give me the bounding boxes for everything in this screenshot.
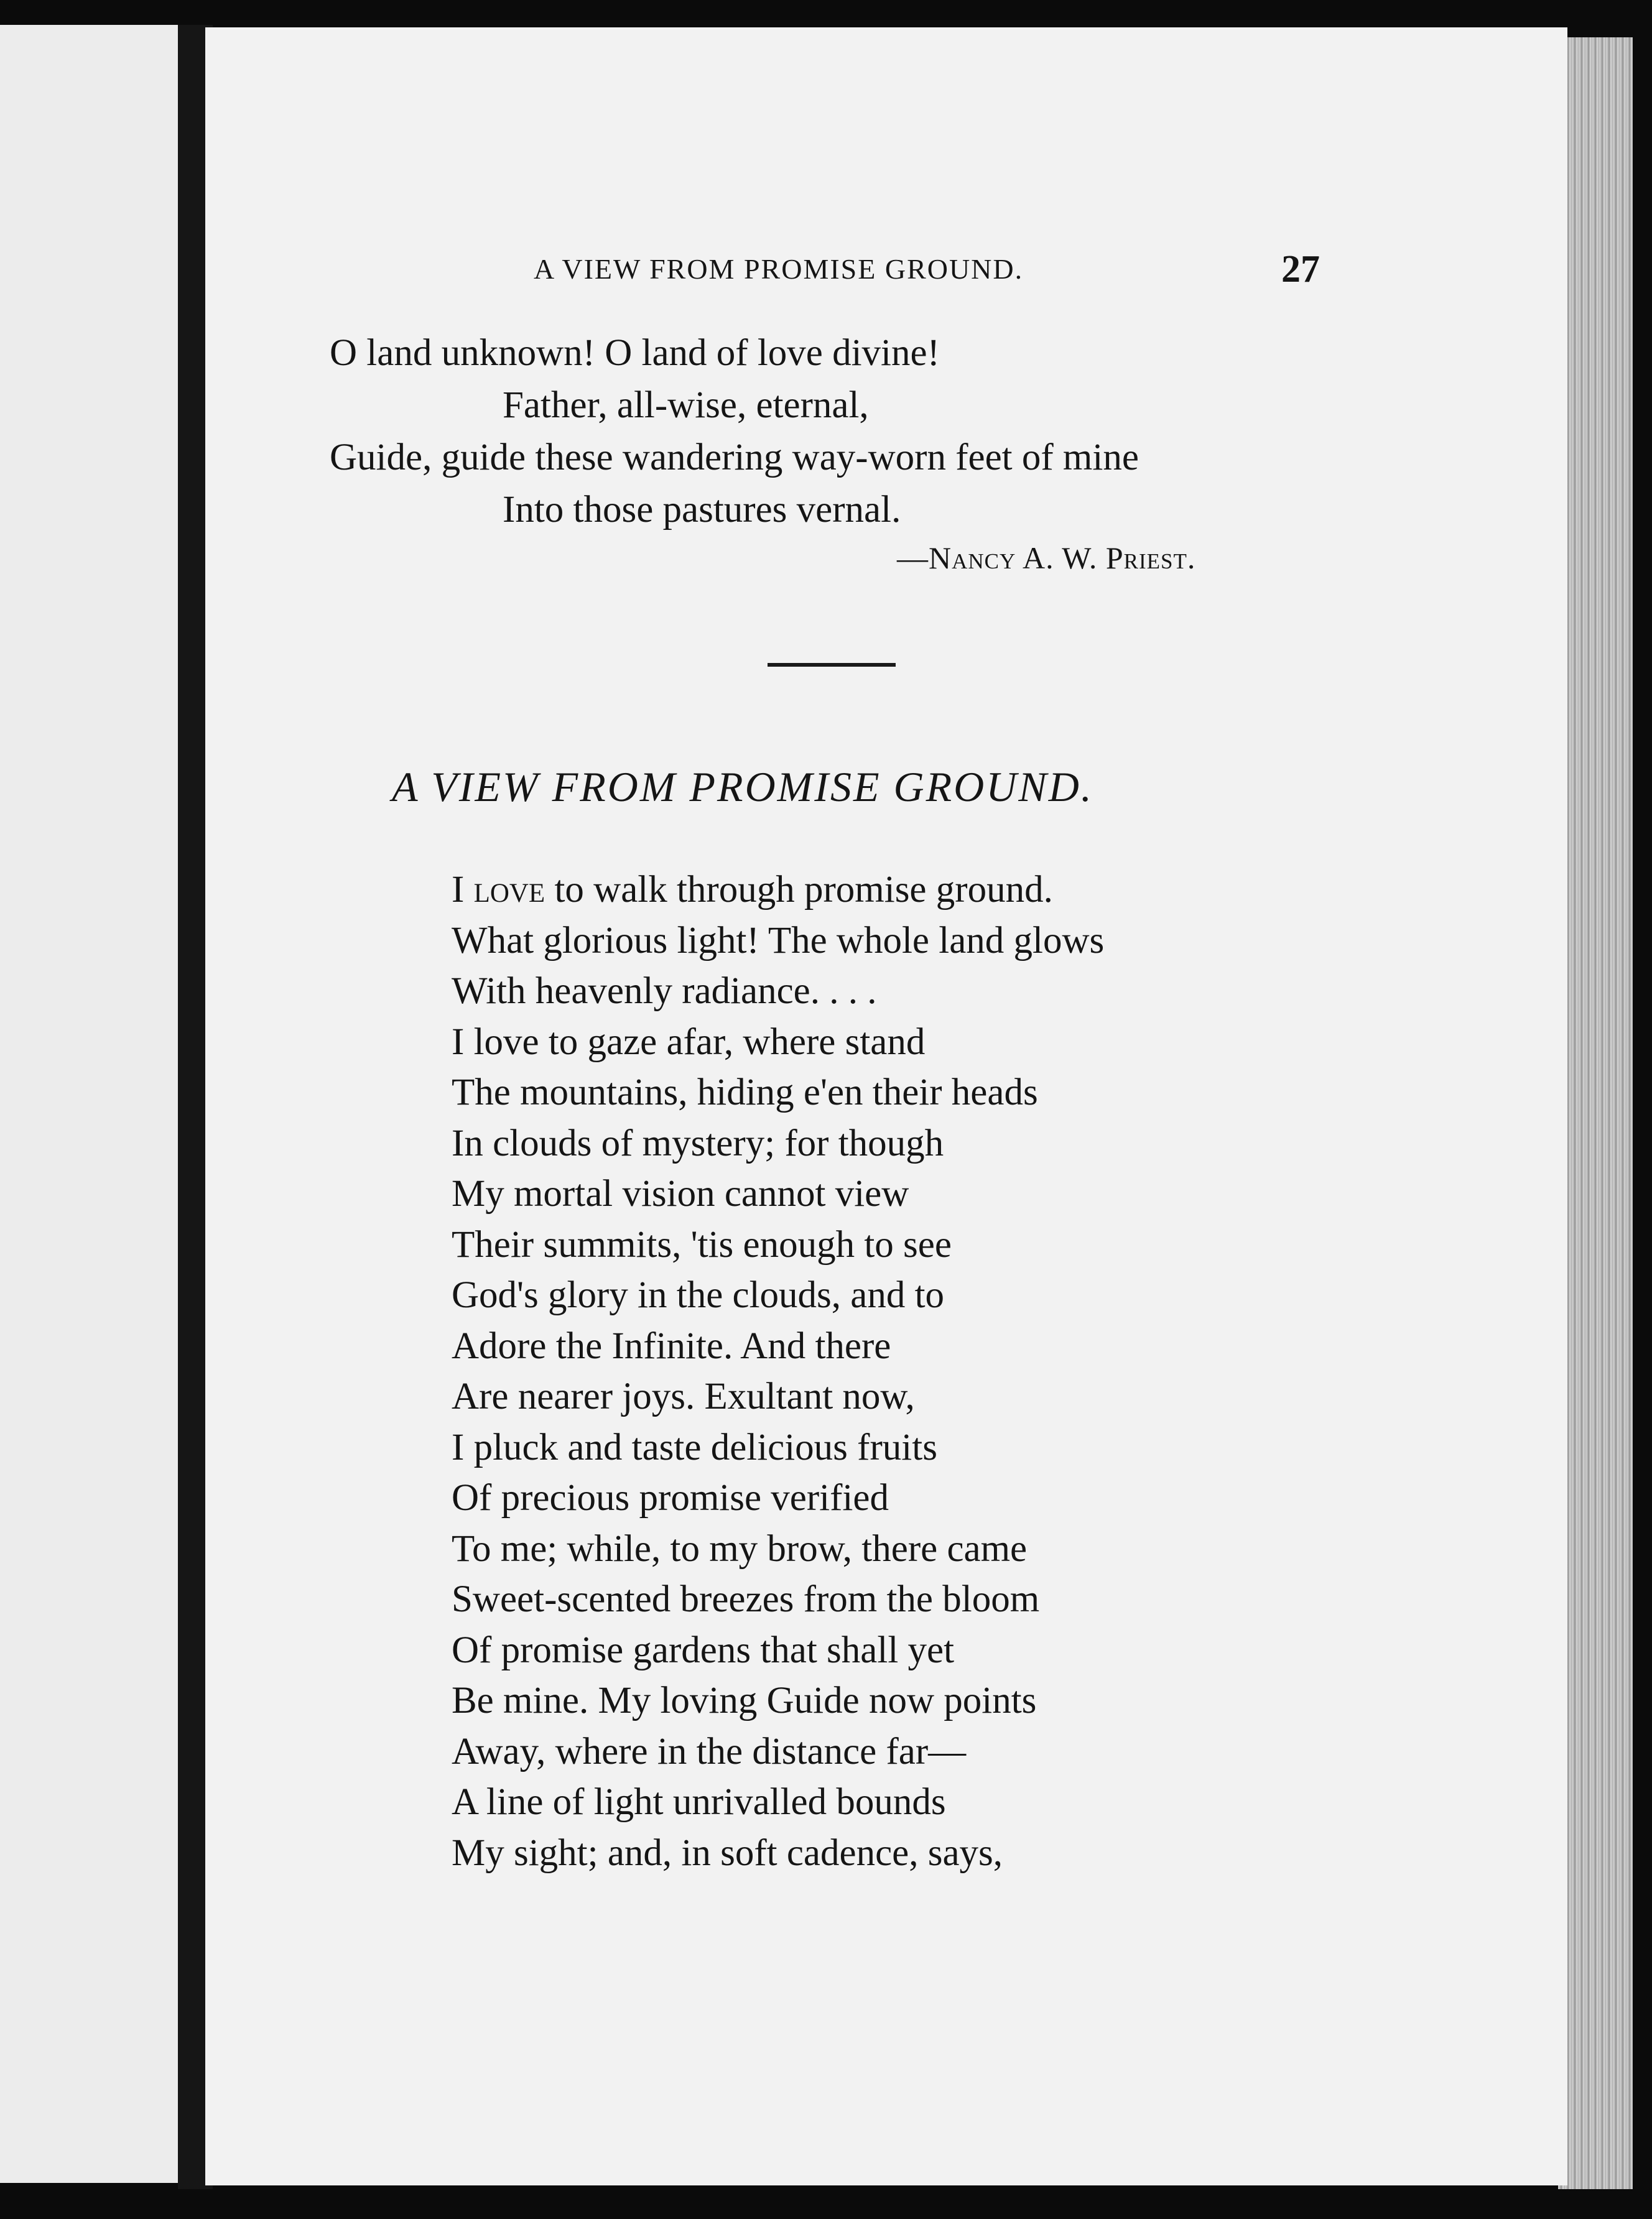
- poem-line: Of promise gardens that shall yet: [452, 1629, 955, 1671]
- poem-line: Adore the Infinite. And there: [452, 1325, 891, 1367]
- poem-title: A VIEW FROM PROMISE GROUND.: [392, 763, 1093, 810]
- page-edges: [1558, 37, 1633, 2189]
- author-attribution: —Nancy A. W. Priest.: [897, 540, 1196, 575]
- poem-line: To me; while, to my brow, there came: [452, 1527, 1028, 1570]
- poem-opening-words: I love: [452, 869, 545, 910]
- section-divider: [768, 663, 896, 667]
- facing-page: [0, 25, 188, 2183]
- previous-poem-stanza: [330, 327, 1511, 536]
- poem-first-line-rest: to walk through promise ground.: [545, 869, 1053, 910]
- stanza-line: Into those pastures vernal.: [503, 489, 901, 530]
- poem-line: Away, where in the distance far—: [452, 1730, 967, 1772]
- poem-line: The mountains, hiding e'en their heads: [452, 1072, 1038, 1113]
- page-number: 27: [1281, 248, 1320, 290]
- poem-line: God's glory in the clouds, and to: [452, 1274, 945, 1316]
- running-head: A VIEW FROM PROMISE GROUND.: [534, 253, 1024, 285]
- book-page: [205, 27, 1567, 2185]
- poem-line: Their summits, 'tis enough to see: [452, 1223, 952, 1266]
- poem-line: Be mine. My loving Guide now points: [452, 1680, 1037, 1721]
- stanza-line: Guide, guide these wandering way-worn feet of mine: [330, 437, 1139, 478]
- poem-line: What glorious light! The whole land glows: [452, 919, 1105, 961]
- poem-line: I pluck and taste delicious fruits: [452, 1426, 937, 1468]
- poem-line: Are nearer joys. Exultant now,: [452, 1376, 915, 1417]
- poem-line: My mortal vision cannot view: [452, 1173, 909, 1215]
- poem-body: [452, 864, 1104, 1878]
- poem-line: With heavenly radiance. . . .: [452, 970, 877, 1012]
- poem-line: [452, 864, 1104, 915]
- poem-line: Sweet-scented breezes from the bloom: [452, 1578, 1040, 1620]
- poem-line: In clouds of mystery; for though: [452, 1122, 944, 1164]
- stanza-line: O land unknown! O land of love divine!: [330, 332, 940, 374]
- poem-line: My sight; and, in soft cadence, says,: [452, 1832, 1003, 1874]
- poem-line: Of precious promise verified: [452, 1477, 889, 1519]
- poem-line: I love to gaze afar, where stand: [452, 1021, 926, 1063]
- stanza-line: Father, all-wise, eternal,: [503, 384, 869, 426]
- poem-line: A line of light unrivalled bounds: [452, 1781, 946, 1823]
